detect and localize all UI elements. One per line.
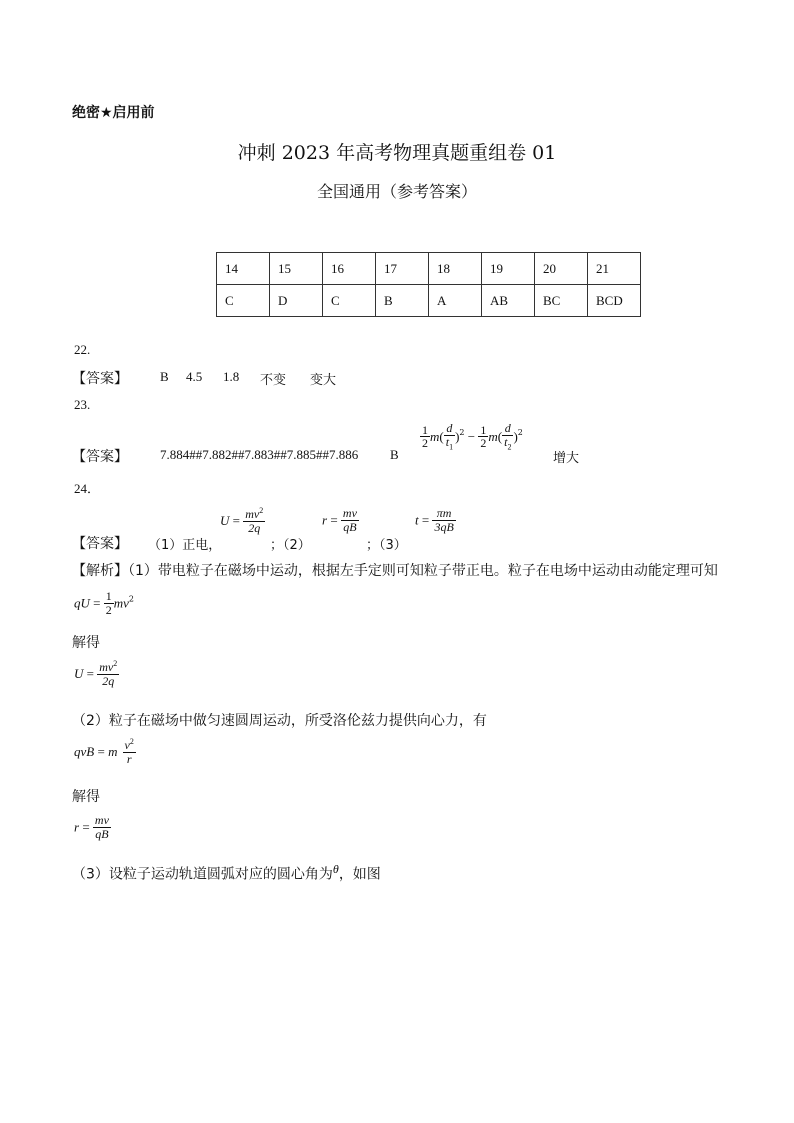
- q22-number: 22.: [74, 342, 91, 357]
- q24-analysis-tag: 【解析】: [72, 563, 128, 579]
- q24-analysis: [72, 560, 718, 580]
- answer-cell: C: [217, 285, 270, 317]
- q24-analysis-step-3-text: （3）设粒子运动轨道圆弧对应的圆心角为: [72, 866, 333, 883]
- q23-answer-tag: 【答案】: [72, 449, 128, 465]
- q23-kinetic-energy-formula: $\frac{1}{2}$ m( $\frac{d}{t_1}$ )$^2$ − $\frac{1}{2}$ m( $\frac{d}{t_2}$ )$^2$: [422, 421, 523, 451]
- answer-cell: A: [429, 285, 482, 317]
- q24-time-formula: t = $\frac{\pi m}{3qB}$: [415, 506, 454, 534]
- q24-solve-label-2: 解得: [72, 789, 100, 805]
- theta-symbol: θ: [332, 862, 339, 876]
- answer-cell: C: [323, 285, 376, 317]
- q24-analysis-step-2: （2）粒子在磁场中做匀速圆周运动，所受洛伦兹力提供向心力，有: [72, 713, 487, 729]
- question-number-cell: 14: [217, 253, 270, 285]
- q24-energy-equation: qU = $\frac{1}{2}$ $mv^2$: [74, 589, 134, 617]
- page-title: 冲刺 2023 年高考物理真题重组卷 01: [237, 142, 557, 164]
- q24-answer-tag: 【答案】: [72, 536, 128, 552]
- q24-lorentz-equation: qvB = m $\frac{v^2}{r}$: [74, 737, 134, 766]
- q24-analysis-step-1: （1）带电粒子在磁场中运动，根据左手定则可知粒子带正电。粒子在电场中运动由动能定理可知: [128, 563, 718, 579]
- question-number-cell: 15: [270, 253, 323, 285]
- q23-number: 23.: [74, 397, 91, 412]
- q23-answer-1: 7.884##7.882##7.883##7.885##7.886: [160, 447, 359, 462]
- q22-answer-1: B: [160, 369, 169, 384]
- answer-cell: AB: [482, 285, 535, 317]
- confidential-label: 绝密★启用前: [72, 105, 155, 121]
- q24-analysis-step-3: [72, 862, 381, 884]
- answer-cell: BCD: [588, 285, 641, 317]
- question-number-cell: 20: [535, 253, 588, 285]
- q24-number: 24．: [74, 481, 101, 496]
- q23-answer-4: 增大: [553, 451, 580, 466]
- q22-answer-tag: 【答案】: [72, 371, 128, 387]
- q22-answer-4: 不变: [260, 373, 287, 388]
- q24-analysis-step-3-tail: ，如图: [338, 866, 381, 883]
- q22-answer-2: 4.5: [186, 369, 203, 384]
- q23-answer-2: B: [390, 447, 399, 462]
- q24-solve-label-1: 解得: [72, 635, 100, 651]
- answer-cell: B: [376, 285, 429, 317]
- q24-part1-label: （1）正电，: [148, 538, 222, 553]
- q22-answer-3: 1.8: [223, 369, 240, 384]
- question-number-cell: 21: [588, 253, 641, 285]
- q22-answer-5: 变大: [310, 373, 337, 388]
- q24-part3-label: ；（3）: [366, 538, 407, 553]
- q24-voltage-formula: U = $\frac{mv^2}{2q}$: [220, 506, 264, 535]
- q24-part2-label: ；（2）: [270, 538, 311, 553]
- q24-voltage-result: U = $\frac{mv^2}{2q}$: [74, 659, 118, 688]
- page-subtitle: 全国通用（参考答案）: [316, 182, 477, 201]
- answer-table: [216, 252, 641, 317]
- answer-table-numbers-row: [217, 253, 641, 285]
- question-number-cell: 19: [482, 253, 535, 285]
- q24-radius-result: r = $\frac{mv}{qB}$: [74, 813, 109, 841]
- question-number-cell: 17: [376, 253, 429, 285]
- answer-cell: D: [270, 285, 323, 317]
- answer-cell: BC: [535, 285, 588, 317]
- question-number-cell: 18: [429, 253, 482, 285]
- answer-table-answers-row: [217, 285, 641, 317]
- question-number-cell: 16: [323, 253, 376, 285]
- q24-radius-formula: r = $\frac{mv}{qB}$: [322, 506, 357, 534]
